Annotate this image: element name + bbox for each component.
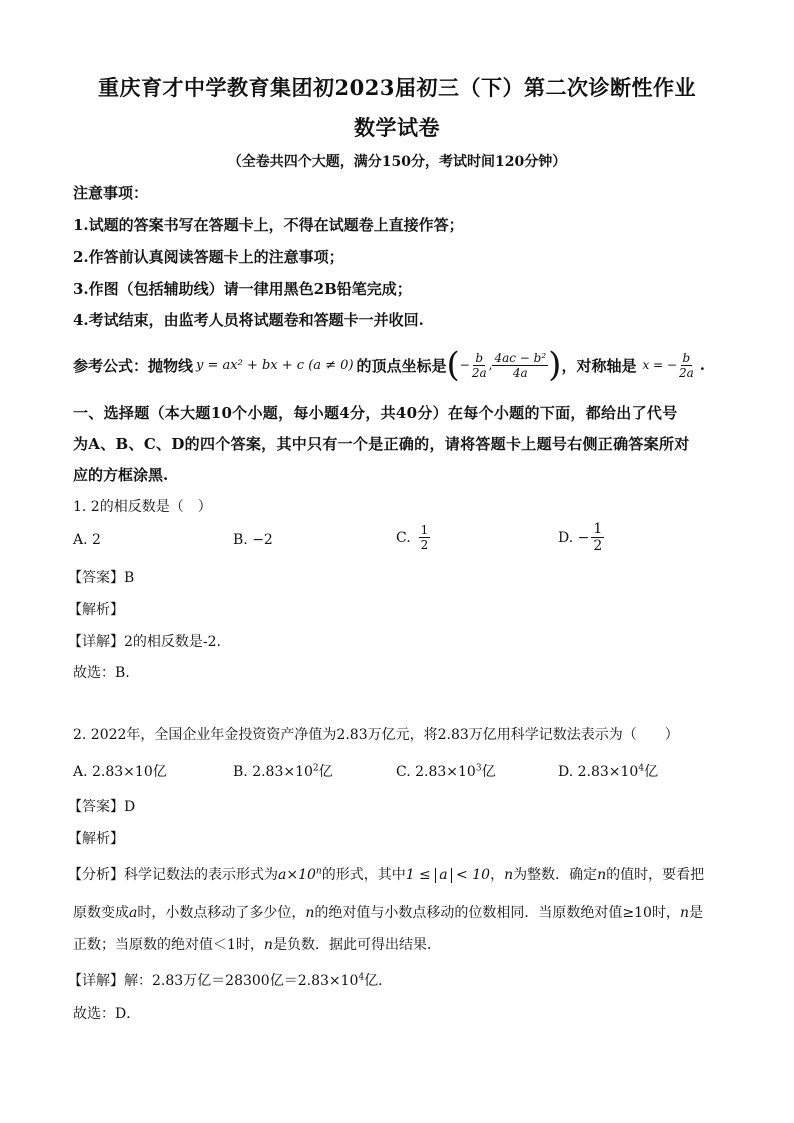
note-item-3: 3.作图（包括辅助线）请一律用黑色2B铅笔完成； xyxy=(73,280,412,298)
q2-conclusion: 故选：D． xyxy=(73,1006,141,1022)
note-item-4: 4.考试结束，由监考人员将试题卷和答题卡一并收回. xyxy=(73,311,424,329)
q1-answer: 【答案】B xyxy=(68,570,135,586)
formula-axis-text: ，对称轴是 xyxy=(561,356,637,375)
q2-option-b: B. $2.83\times 10^2$亿 xyxy=(233,763,333,780)
q2-detail: 【详解】解：2.83万亿＝28300亿$=2.83\times 10^4$亿． xyxy=(68,972,393,989)
q2-stem: 2. 2022年，全国企业年金投资资产净值为2.83万亿元，将2.83万亿用科学记数法表示为（ ） xyxy=(73,727,679,743)
q1-option-c-fraction: $\frac{1}{2}$ xyxy=(420,523,429,552)
q1-option-a: A. 2 xyxy=(73,532,101,548)
section1-line-1: 一、选择题（本大题10个小题，每小题4分，共40分）在每个小题的下面，都给出了代号 xyxy=(73,404,678,422)
parabola-equation: y = ax² + bx + c (a ≠ 0) xyxy=(196,357,354,373)
axis-fraction: $\frac{b}{2a}$ xyxy=(678,350,694,380)
q2-option-d: D. $2.83\times 10^4$亿 xyxy=(558,763,659,780)
notes-heading: 注意事项： xyxy=(73,184,149,202)
q2-analysis-tag: 【解析】 xyxy=(68,831,124,847)
detail-tag: 【详解】 xyxy=(68,634,124,650)
axis-lhs: x = − xyxy=(642,358,677,372)
reference-formula: 参考公式：抛物线 y = ax² + bx + c (a ≠ 0) 的顶点坐标是 ( − $\frac{b}{2a}$ , $\frac{\text{4ac − b²}}{4a}$ ) ，对称轴是 x = − $\frac{b}{2a}$ . xyxy=(73,345,705,385)
exam-subject: 数学试卷 xyxy=(354,115,440,140)
note-item-1: 1.试题的答案书写在答题卡上，不得在试题卷上直接作答； xyxy=(73,216,464,234)
section1-line-2: 为A、B、C、D的四个答案，其中只有一个是正确的，请将答题卡上题号右侧正确答案所对 xyxy=(73,435,690,453)
answer-tag: 【答案】 xyxy=(68,799,124,815)
detail-tag: 【详解】 xyxy=(68,973,124,989)
right-paren-icon: ) xyxy=(548,345,562,385)
q2-option-a: A. 2.83×10亿 xyxy=(73,764,167,780)
vertex-x-fraction: $\frac{b}{2a}$ xyxy=(471,350,487,380)
left-paren-icon: ( xyxy=(446,345,460,385)
formula-vertex-text: 的顶点坐标是 xyxy=(356,356,447,375)
formula-prefix: 参考公式：抛物线 xyxy=(73,356,194,375)
section1-line-3: 应的方框涂黑. xyxy=(73,466,169,484)
answer-tag: 【答案】 xyxy=(68,570,124,586)
vertex-y-fraction: $\frac{\text{4ac − b²}}{4a}$ xyxy=(494,350,547,380)
q1-option-d: D. − $\frac{1}{2}$ xyxy=(558,521,603,554)
q1-stem: 1. 2的相反数是（ ） xyxy=(73,499,212,515)
q2-fenxi-line-1: 【分析】科学记数法的表示形式为$a\times 10^n$的形式，其中1 ≤ a < 10，n为整数．确定n的值时，要看把 xyxy=(68,866,705,883)
q1-conclusion: 故选：B. xyxy=(73,665,130,681)
q1-option-d-fraction: $\frac{1}{2}$ xyxy=(593,521,603,554)
formula-end: . xyxy=(699,356,705,374)
q1-analysis-tag: 【解析】 xyxy=(68,602,124,618)
fenxi-tag: 【分析】 xyxy=(68,867,124,883)
exam-title: 重庆育才中学教育集团初2023届初三（下）第二次诊断性作业 xyxy=(98,75,696,100)
q2-fenxi-line-2: 原数变成a时，小数点移动了多少位，n的绝对值与小数点移动的位数相同．当原数绝对值≥10时，n是 xyxy=(73,905,703,921)
q1-detail: 【详解】2的相反数是-2. xyxy=(68,634,221,650)
q2-fenxi-line-3: 正数；当原数的绝对值＜1时，n是负数．据此可得出结果． xyxy=(73,937,441,953)
q2-option-c: C. $2.83\times 10^3$亿 xyxy=(396,763,496,780)
q1-option-c: C. $\frac{1}{2}$ xyxy=(396,523,429,552)
q2-answer: 【答案】D xyxy=(68,799,136,815)
exam-info: （全卷共四个大题，满分150分，考试时间120分钟） xyxy=(227,154,567,170)
note-item-2: 2.作答前认真阅读答题卡上的注意事项； xyxy=(73,248,344,266)
q1-option-b: B. −2 xyxy=(233,532,273,548)
